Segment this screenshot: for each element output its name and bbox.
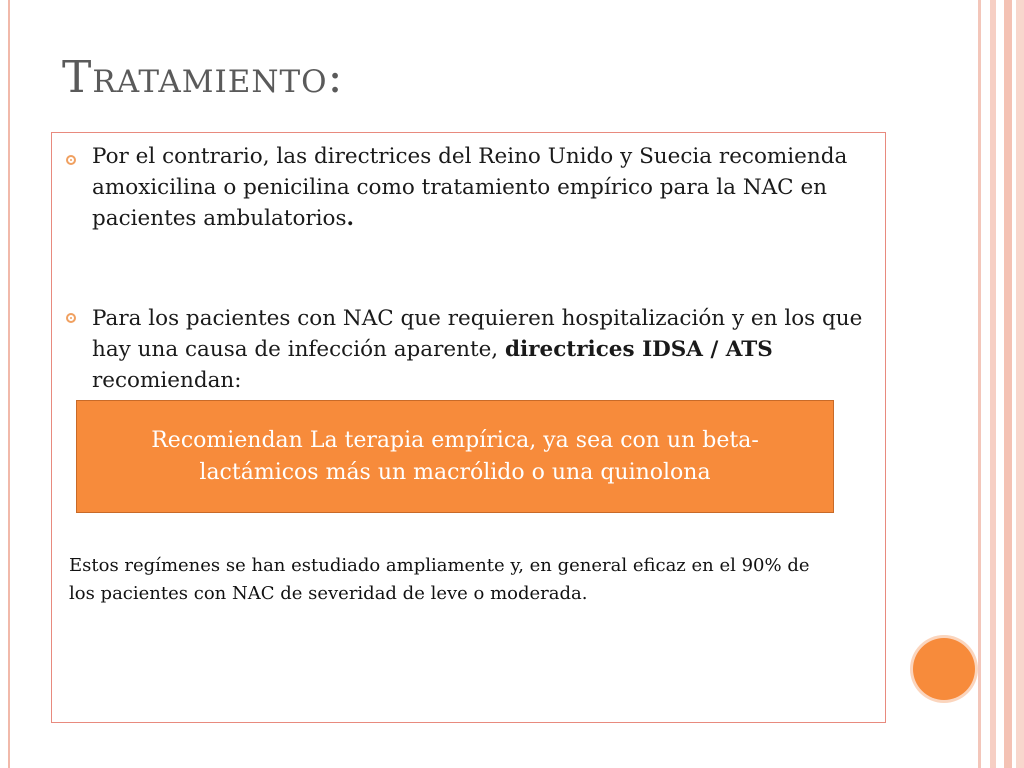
right-frame-stripe <box>1016 0 1024 768</box>
bullet-text: Para los pacientes con NAC que requieren hospitalización y en los que hay una causa de infección aparente, <box>92 306 863 362</box>
footnote-text: Estos regímenes se han estudiado ampliamente y, en general eficaz en el 90% de los pacientes con NAC de severidad de leve o moderada. <box>69 555 810 604</box>
decorative-circle <box>913 638 975 700</box>
bullet-item-1 <box>92 141 872 234</box>
bullet-item-2 <box>92 303 882 396</box>
bullet-bold-text: . <box>346 206 355 231</box>
left-frame-line <box>8 0 10 768</box>
bullet-icon <box>66 155 76 165</box>
bullet-text-tail: recomiendan: <box>92 368 242 393</box>
recommendation-callout <box>76 400 834 513</box>
slide-title: Tratamiento: <box>62 52 344 103</box>
right-frame-stripe <box>990 0 996 768</box>
callout-text: Recomiendan La terapia empírica, ya sea con un beta-lactámicos más un macrólido o una quinolona <box>151 427 759 485</box>
bullet-icon <box>66 313 76 323</box>
bullet-bold-text: directrices IDSA / ATS <box>504 337 773 362</box>
bullet-text: Por el contrario, las directrices del Reino Unido y Suecia recomienda amoxicilina o penicilina como tratamiento empírico para la NAC en pacientes ambulatorios <box>92 144 848 231</box>
right-frame-stripe <box>1004 0 1012 768</box>
right-frame-stripe <box>978 0 981 768</box>
